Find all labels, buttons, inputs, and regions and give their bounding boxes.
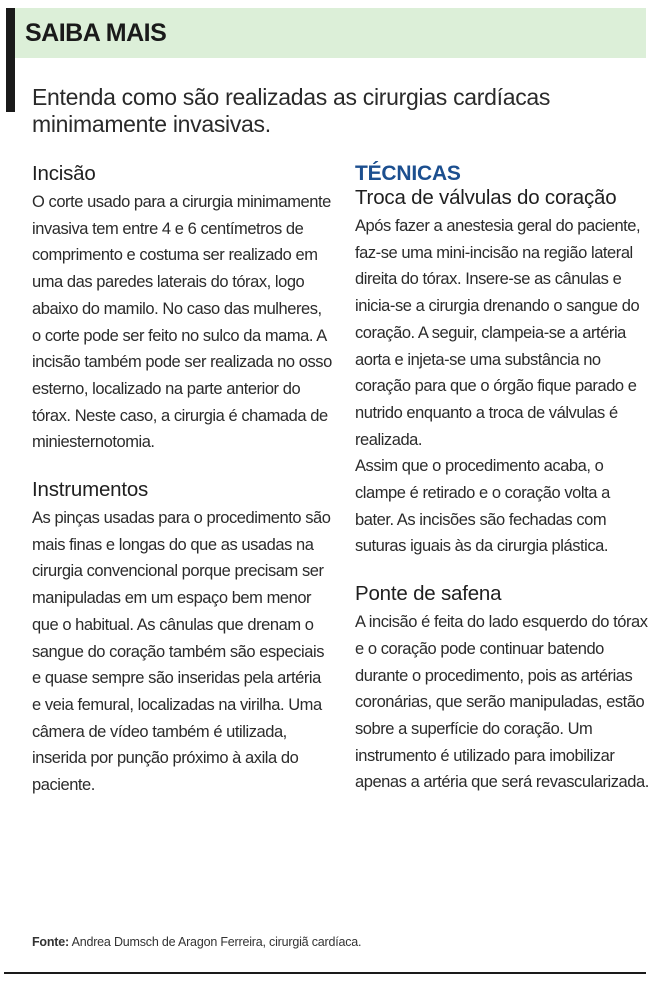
left-column: [32, 162, 332, 821]
incisao-body: O corte usado para a cirurgia minimamente invasiva tem entre 4 e 6 centímetros de comprimento e costuma ser realizado em uma das paredes laterais do tórax, logo abaixo do mamilo. No caso das mulheres, o corte pode ser feito no sulco da mama. A incisão também pode ser realizada no osso esterno, localizado na parte anterior do tórax. Neste caso, a cirurgia é chamada de miniesternotomia.: [32, 193, 332, 452]
ponte-body: A incisão é feita do lado esquerdo do tórax e o coração pode continuar batendo durante o procedimento, pois as artérias coronárias, que serão manipuladas, estão sobre a superfície do coração. Um instrumento é utilizado para imobilizar apenas a artéria que será revascularizada.: [355, 613, 649, 792]
tecnicas-label: TÉCNICAS: [355, 162, 461, 185]
troca-body-1: Após fazer a anestesia geral do paciente, faz-se uma mini-incisão na região lateral direita do tórax. Insere-se as cânulas e inicia-se a cirurgia drenando o sangue do coração. A seguir, clampeia-se a artéria aorta e injeta-se uma substância no coração para que o órgão fique parado e nutrido enquanto a troca de válvulas é realizada.: [355, 217, 641, 449]
instrumentos-body: As pinças usadas para o procedimento são mais finas e longas do que as usadas na cirurgia convencional porque precisam ser manipuladas em um espaço bem menor que o habitual. As cânulas que drenam o sangue do coração também são especiais e quase sempre são inseridas pela artéria e veia femural, localizadas na virilha. Uma câmera de vídeo também é utilizada, inserida por punção próximo à axila do paciente.: [32, 509, 331, 795]
troca-body-2: Assim que o procedimento acaba, o clampe é retirado e o coração volta a bater. As incisões são fechadas com suturas iguais às da cirurgia plástica.: [355, 457, 610, 556]
section-incisao: [32, 162, 332, 456]
source-text: Andrea Dumsch de Aragon Ferreira, cirurgiã cardíaca.: [71, 935, 362, 949]
troca-heading: Troca de válvulas do coração: [355, 186, 617, 209]
section-troca-valvulas: [355, 186, 650, 560]
box-title: SAIBA MAIS: [25, 19, 167, 47]
header-accent-bar: [6, 8, 15, 112]
bottom-divider: [4, 972, 646, 974]
section-ponte-safena: [355, 582, 650, 796]
header-band: [15, 8, 646, 58]
right-column: [355, 162, 650, 818]
instrumentos-heading: Instrumentos: [32, 478, 149, 502]
incisao-heading: Incisão: [32, 162, 96, 185]
ponte-heading: Ponte de safena: [355, 582, 502, 606]
source-credit: [32, 935, 632, 949]
section-instrumentos: [32, 478, 332, 799]
source-label: Fonte:: [32, 935, 69, 949]
intro-text: Entenda como são realizadas as cirurgias cardíacas minimamente invasivas.: [32, 84, 551, 137]
